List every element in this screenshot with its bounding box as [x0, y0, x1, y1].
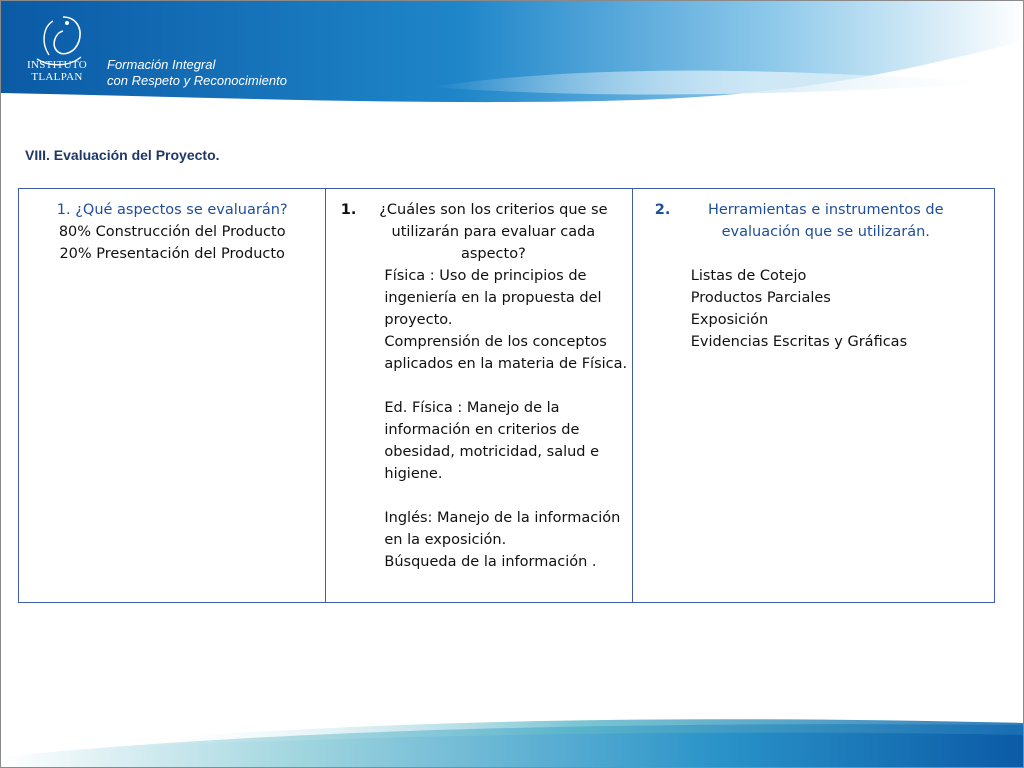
- criteria-number: 1.: [340, 202, 357, 218]
- criteria-paragraph: Comprensión de los conceptos aplicados en la materia de Física.: [384, 334, 628, 372]
- tools-number: 2.: [654, 202, 671, 218]
- criteria-paragraph: Física : Uso de principios de ingeniería en la propuesta del proyecto.: [384, 268, 602, 328]
- tagline-line-2: con Respeto y Reconocimiento: [107, 73, 287, 88]
- footer-band: [1, 701, 1024, 768]
- logo-line-2: TLALPAN: [31, 71, 83, 83]
- list-item: Productos Parciales: [690, 290, 831, 306]
- aspects-list: [19, 221, 325, 265]
- list-item: Listas de Cotejo: [690, 268, 807, 284]
- aspect-item: 20% Presentación del Producto: [59, 246, 285, 262]
- column-tools: [633, 189, 994, 602]
- section-title: VIII. Evaluación del Proyecto.: [25, 147, 220, 163]
- list-item: Evidencias Escritas y Gráficas: [690, 334, 908, 350]
- criteria-body: [384, 265, 628, 573]
- column-criteria: [326, 189, 632, 602]
- tagline-line-1: Formación Integral: [107, 57, 216, 72]
- tools-header-text: Herramientas e instrumentos de evaluación que se utilizarán.: [707, 202, 944, 240]
- tagline: [107, 57, 287, 89]
- criteria-header: [340, 199, 624, 265]
- evaluation-table: [18, 188, 995, 603]
- logo-text: [21, 59, 93, 83]
- logo-line-1: INSTITUTO: [27, 59, 87, 71]
- criteria-paragraph: Búsqueda de la información .: [384, 554, 597, 570]
- criteria-paragraph: Ed. Física : Manejo de la información en criterios de obesidad, motricidad, salud e higiene.: [384, 400, 600, 482]
- tools-list: [691, 265, 981, 353]
- list-item: Exposición: [690, 312, 769, 328]
- column-aspects: [19, 189, 326, 602]
- tools-header: [654, 199, 979, 243]
- criteria-paragraph: Inglés: Manejo de la información en la exposición.: [384, 510, 621, 548]
- criteria-header-text: ¿Cuáles son los criterios que se utilizarán para evaluar cada aspecto?: [379, 202, 608, 262]
- aspects-header: 1. ¿Qué aspectos se evaluarán?: [56, 202, 288, 218]
- aspect-item: 80% Construcción del Producto: [58, 224, 286, 240]
